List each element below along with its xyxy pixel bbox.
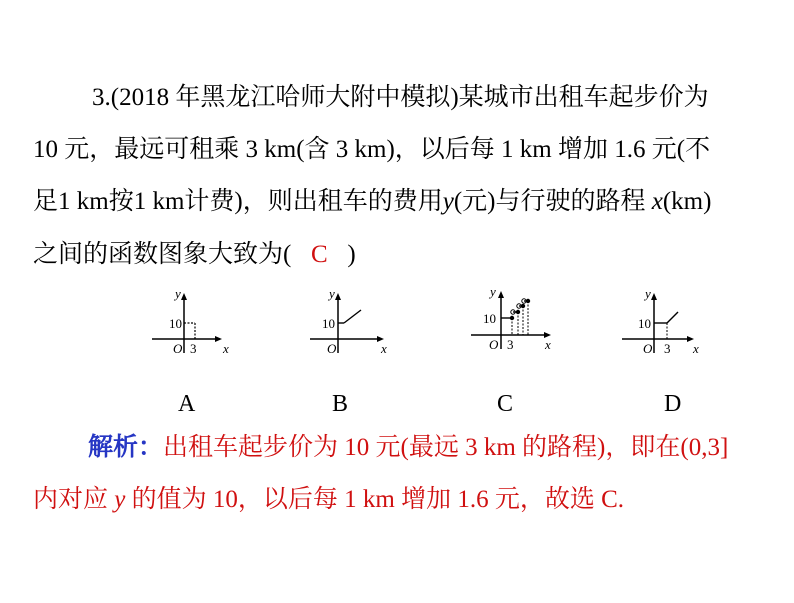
graph-d-three: 3 (664, 341, 671, 356)
graph-a-ten: 10 (169, 316, 182, 331)
graph-d-y-label: y (645, 286, 651, 301)
analysis-text-2b: 的值为 10，以后每 1 km 增加 1.6 元，故选 C. (125, 486, 624, 513)
analysis-line-1 (88, 433, 728, 463)
question-line-4-a: 之间的函数图象大致为( (33, 241, 292, 268)
graph-b-x-label: x (381, 341, 387, 356)
analysis-text-2a: 内对应 (33, 486, 115, 513)
graph-c-x-label: x (545, 337, 551, 352)
graph-c (465, 283, 560, 363)
analysis-text-1: 出租车起步价为 10 元(最远 3 km 的路程)，即在(0,3] (163, 434, 729, 461)
answer-text: C (310, 241, 328, 268)
variable-y: y (442, 188, 454, 215)
graph-b-origin: O (327, 341, 337, 356)
question-line-3-b: (元)与行驶的路程 (453, 188, 652, 215)
analysis-label: 解析： (88, 434, 164, 461)
graph-a-origin: O (173, 341, 183, 356)
graph-d-ten: 10 (638, 316, 651, 331)
option-b-label: B (332, 391, 349, 417)
graph-a (148, 283, 238, 363)
question-line-3 (33, 187, 711, 217)
graph-d-x-label: x (693, 341, 699, 356)
question-line-3-c: (km) (662, 188, 712, 215)
analysis-variable-y: y (114, 486, 126, 513)
graph-b-y-label: y (329, 286, 335, 301)
graph-d-origin: O (643, 341, 653, 356)
question-line-3-a: 足1 km按1 km计费)，则出租车的费用 (33, 188, 443, 215)
question-line-1: 3.(2018 年黑龙江哈师大附中模拟)某城市出租车起步价为 (92, 84, 709, 111)
graph-c-origin: O (489, 337, 499, 352)
graph-a-y-label: y (175, 286, 181, 301)
analysis-line-2 (33, 485, 624, 515)
graph-d (618, 283, 708, 363)
graph-c-ten: 10 (483, 311, 496, 326)
graph-c-three: 3 (507, 337, 514, 352)
graph-a-x-label: x (223, 341, 229, 356)
question-line-4-b: ) (347, 241, 356, 268)
graph-a-three: 3 (190, 341, 197, 356)
graph-b (306, 283, 396, 363)
option-a-label: A (178, 391, 196, 417)
option-c-label: C (497, 391, 514, 417)
graph-b-ten: 10 (322, 316, 335, 331)
graph-c-y-label: y (490, 284, 496, 299)
option-d-label: D (664, 391, 682, 417)
question-line-4 (33, 240, 356, 270)
variable-x: x (651, 188, 663, 215)
question-line-2: 10 元，最远可租乘 3 km(含 3 km)，以后每 1 km 增加 1.6 元(不 (33, 136, 711, 163)
